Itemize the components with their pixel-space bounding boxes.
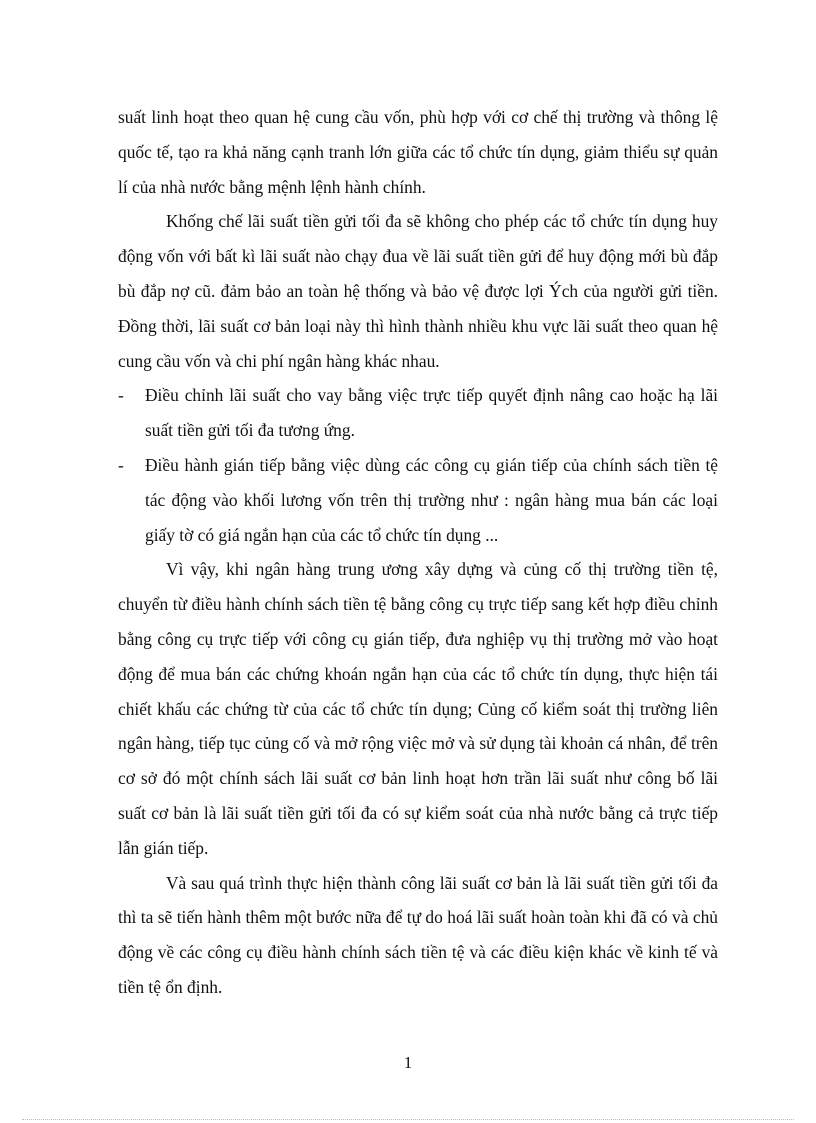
bullet-text: Điều hành gián tiếp bằng việc dùng các công cụ gián tiếp của chính sách tiền tệ tác động vào khối lương vốn trên thị trường như : ngân hàng mua bán các loại giấy tờ có giá ngắn hạn của các tổ chức tín dụng ... [145,454,718,545]
bullet-dash: - [118,454,124,475]
page-number: 1 [403,1053,413,1072]
paragraph-liberalization: Và sau quá trình thực hiện thành công lãi suất cơ bản là lãi suất tiền gửi tối đa thì ta sẽ tiến hành thêm một bước nữa để tự do hoá lãi suất hoàn toàn khi đã có và chủ động về các công cụ điều hành chính sách tiền tệ và các điều kiện khác về kinh tế và tiền tệ ổn định. [118,872,718,997]
document-body [118,100,718,1005]
bullet-item-indirect-management [118,448,718,552]
bullet-dash: - [118,385,124,406]
paragraph-continuation: suất linh hoạt theo quan hệ cung cầu vốn, phù hợp với cơ chế thị trường và thông lệ quốc tế, tạo ra khả năng cạnh tranh lớn giữa các tổ chức tín dụng, giảm thiểu sự quản lí của nhà nước bằng mệnh lệnh hành chính. [118,107,718,197]
bullet-item-adjust-lending-rate [118,378,718,448]
bullet-text: Điều chỉnh lãi suất cho vay bằng việc trực tiếp quyết định nâng cao hoặc hạ lãi suất tiền gửi tối đa tương ứng. [145,385,718,441]
page-bottom-edge [22,1119,794,1120]
paragraph-money-market: Vì vậy, khi ngân hàng trung ương xây dựng và củng cố thị trường tiền tệ, chuyển từ điều hành chính sách tiền tệ bằng công cụ trực tiếp sang kết hợp điều chỉnh bằng công cụ trực tiếp với công cụ gián tiếp, đưa nghiệp vụ thị trường mở vào hoạt động để mua bán các chứng khoán ngắn hạn của các tổ chức tín dụng, thực hiện tái chiết khấu các chứng từ của các tổ chức tín dụng; Củng cố kiểm soát thị trường liên ngân hàng, tiếp tục củng cố và mở rộng việc mở và sử dụng tài khoản cá nhân, để trên cơ sở đó một chính sách lãi suất cơ bản linh hoạt hơn trần lãi suất như công bố lãi suất cơ bản là lãi suất tiền gửi tối đa có sự kiểm soát của nhà nước bằng cả trực tiếp lẫn gián tiếp. [118,559,718,858]
paragraph-deposit-rate-cap: Khống chế lãi suất tiền gửi tối đa sẽ không cho phép các tổ chức tín dụng huy động vốn với bất kì lãi suất nào chạy đua về lãi suất tiền gửi để huy động mới bù đắp bù đắp nợ cũ. đảm bảo an toàn hệ thống và bảo vệ được lợi Ých của người gửi tiền. Đồng thời, lãi suất cơ bản loại này thì hình thành nhiều khu vực lãi suất theo quan hệ cung cầu vốn và chi phí ngân hàng khác nhau. [118,211,718,371]
